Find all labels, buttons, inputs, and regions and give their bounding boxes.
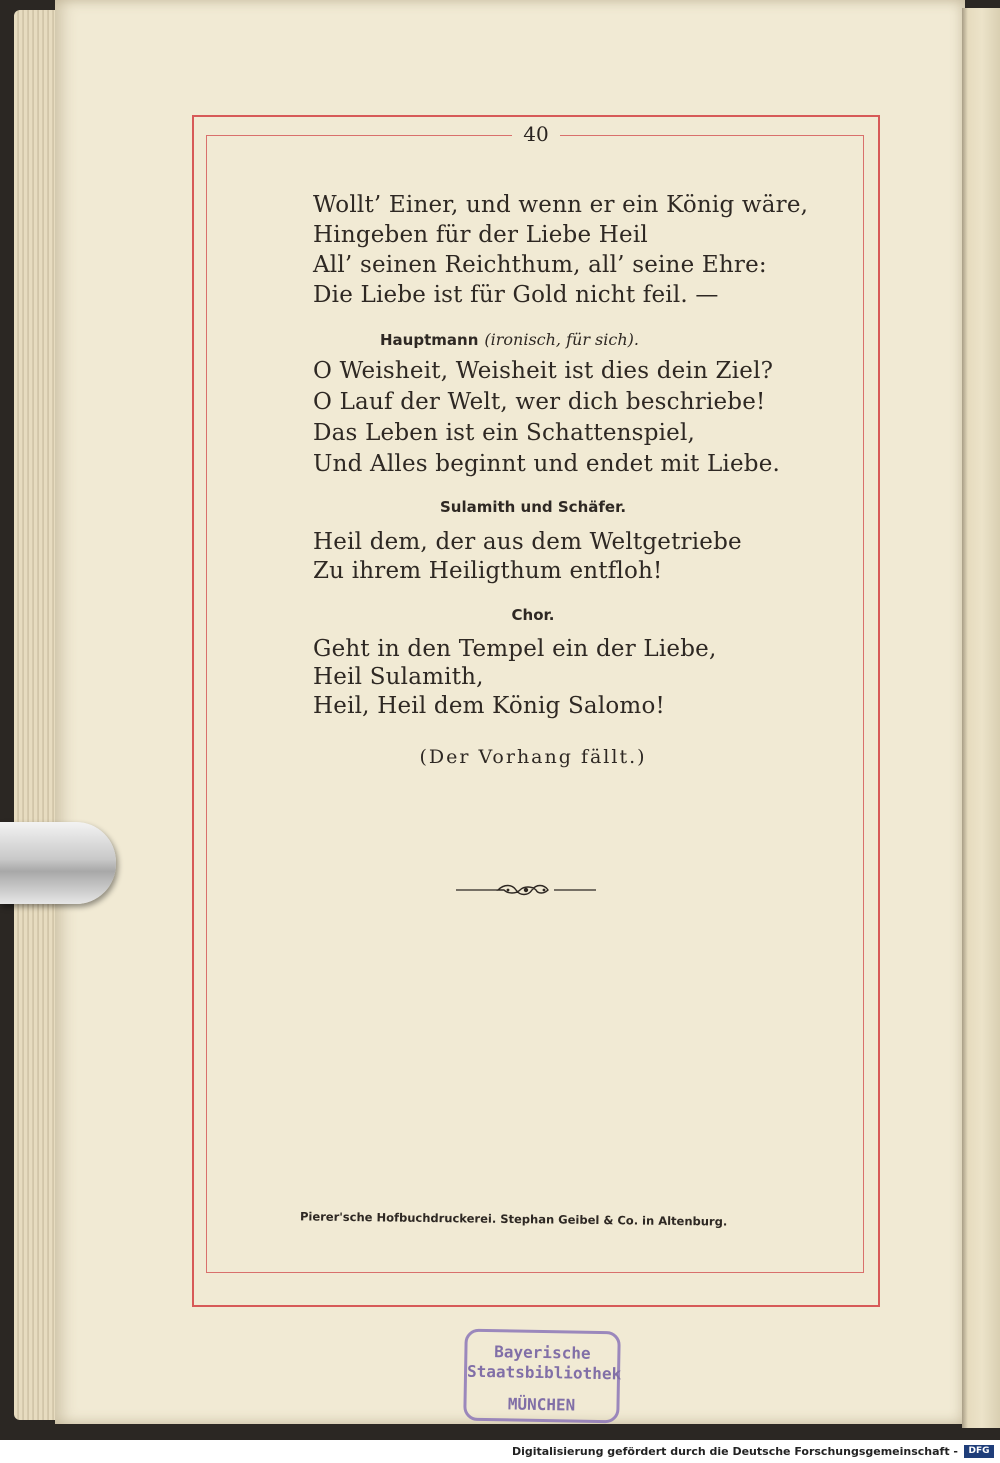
verse-line: Heil dem, der aus dem Weltgetriebe xyxy=(313,529,742,555)
ornament-divider xyxy=(456,880,596,900)
verse-line: Hingeben für der Liebe Heil xyxy=(313,222,648,248)
funding-credit: Digitalisierung gefördert durch die Deutsche Forschungsgemeinschaft - xyxy=(511,1445,958,1458)
stage-direction-inline: (ironisch, für sich). xyxy=(484,330,639,349)
verse-line: Die Liebe ist für Gold nicht feil. — xyxy=(313,282,719,308)
stamp-line: Staatsbibliothek xyxy=(466,1361,622,1384)
page-number: 40 xyxy=(523,122,549,146)
verse-line: O Weisheit, Weisheit ist dies dein Ziel? xyxy=(313,358,774,384)
verse-line: All’ seinen Reichthum, all’ seine Ehre: xyxy=(313,252,767,278)
stamp-line: Bayerische xyxy=(494,1342,591,1363)
verse-line: Das Leben ist ein Schattenspiel, xyxy=(313,420,696,446)
next-page-edge xyxy=(962,8,1000,1428)
verse-line: Geht in den Tempel ein der Liebe, xyxy=(313,636,717,662)
verse-line: O Lauf der Welt, wer dich beschriebe! xyxy=(313,389,766,415)
speaker-heading: Chor. xyxy=(511,606,555,624)
page-clip xyxy=(0,822,116,904)
verse-line: Heil Sulamith, xyxy=(313,664,484,690)
footer-bar xyxy=(0,1440,1000,1463)
speaker-heading xyxy=(380,330,639,349)
stage-direction: (Der Vorhang fällt.) xyxy=(419,746,647,768)
printer-imprint: Pierer'sche Hofbuchdruckerei. Stephan Geibel & Co. in Altenburg. xyxy=(299,1209,728,1229)
verse-line: Wollt’ Einer, und wenn er ein König wäre, xyxy=(313,192,809,218)
speaker-name: Hauptmann xyxy=(380,331,479,349)
dfg-logo: DFG xyxy=(964,1445,994,1458)
verse-line: Und Alles beginnt und endet mit Liebe. xyxy=(313,451,781,477)
verse-line: Zu ihrem Heiligthum entfloh! xyxy=(313,558,663,584)
library-stamp xyxy=(463,1329,621,1424)
stamp-line: MÜNCHEN xyxy=(507,1394,576,1415)
speaker-heading: Sulamith und Schäfer. xyxy=(439,498,627,516)
verse-line: Heil, Heil dem König Salomo! xyxy=(313,693,665,719)
